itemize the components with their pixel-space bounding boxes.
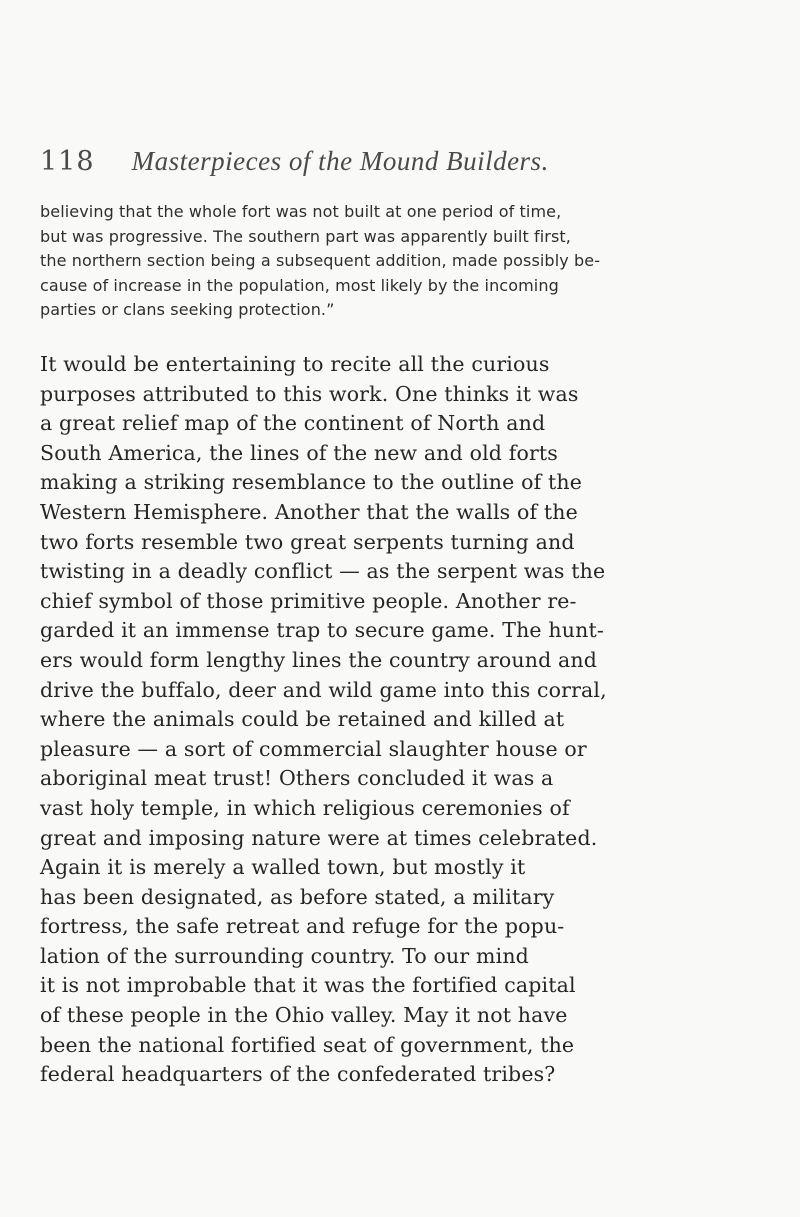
quote-line: cause of increase in the population, most likely by the incoming bbox=[40, 275, 559, 295]
body-line: two forts resemble two great serpents turning and bbox=[40, 529, 575, 554]
quote-line: but was progressive. The southern part was apparently built first, bbox=[40, 226, 571, 246]
body-line: where the animals could be retained and killed at bbox=[40, 707, 565, 732]
body-line: garded it an immense trap to secure game. The hunt- bbox=[40, 618, 604, 643]
body-line: making a striking resemblance to the outline of the bbox=[40, 470, 583, 495]
body-line: it is not improbable that it was the fortified capital bbox=[40, 973, 576, 998]
body-line: South America, the lines of the new and old forts bbox=[40, 440, 558, 465]
body-line: federal headquarters of the confederated tribes? bbox=[40, 1062, 556, 1087]
running-title: Masterpieces of the Mound Builders. bbox=[131, 146, 549, 176]
body-line: purposes attributed to this work. One thinks it was bbox=[40, 381, 579, 406]
body-line: Again it is merely a walled town, but mostly it bbox=[40, 855, 526, 880]
body-line: has been designated, as before stated, a military bbox=[40, 884, 555, 909]
quote-line: parties or clans seeking protection.” bbox=[40, 300, 335, 319]
body-line: lation of the surrounding country. To our mind bbox=[40, 943, 529, 968]
body-line: pleasure — a sort of commercial slaughter house or bbox=[40, 736, 587, 761]
body-line: a great relief map of the continent of North and bbox=[40, 411, 546, 436]
body-line: vast holy temple, in which religious ceremonies of bbox=[40, 795, 570, 820]
quote-line: believing that the whole fort was not built at one period of time, bbox=[40, 202, 562, 221]
quoted-paragraph bbox=[40, 200, 770, 323]
body-line: Western Hemisphere. Another that the walls of the bbox=[40, 499, 578, 524]
body-line: great and imposing nature were at times celebrated. bbox=[40, 825, 598, 850]
page-header bbox=[40, 146, 760, 177]
body-paragraph bbox=[40, 350, 770, 1090]
body-line: twisting in a deadly conflict — as the serpent was the bbox=[40, 559, 606, 584]
body-line: chief symbol of those primitive people. Another re- bbox=[40, 588, 577, 613]
page-number: 118 bbox=[40, 146, 95, 177]
body-line: It would be entertaining to recite all the curious bbox=[40, 352, 550, 376]
quote-line: the northern section being a subsequent addition, made possibly be- bbox=[40, 251, 601, 270]
body-line: been the national fortified seat of government, the bbox=[40, 1032, 575, 1057]
body-line: ers would form lengthy lines the country around and bbox=[40, 647, 598, 672]
body-line: aboriginal meat trust! Others concluded it was a bbox=[40, 766, 554, 791]
body-line: of these people in the Ohio valley. May it not have bbox=[40, 1003, 568, 1028]
body-line: drive the buffalo, deer and wild game into this corral, bbox=[40, 677, 607, 702]
body-line: fortress, the safe retreat and refuge for the popu- bbox=[40, 914, 565, 939]
